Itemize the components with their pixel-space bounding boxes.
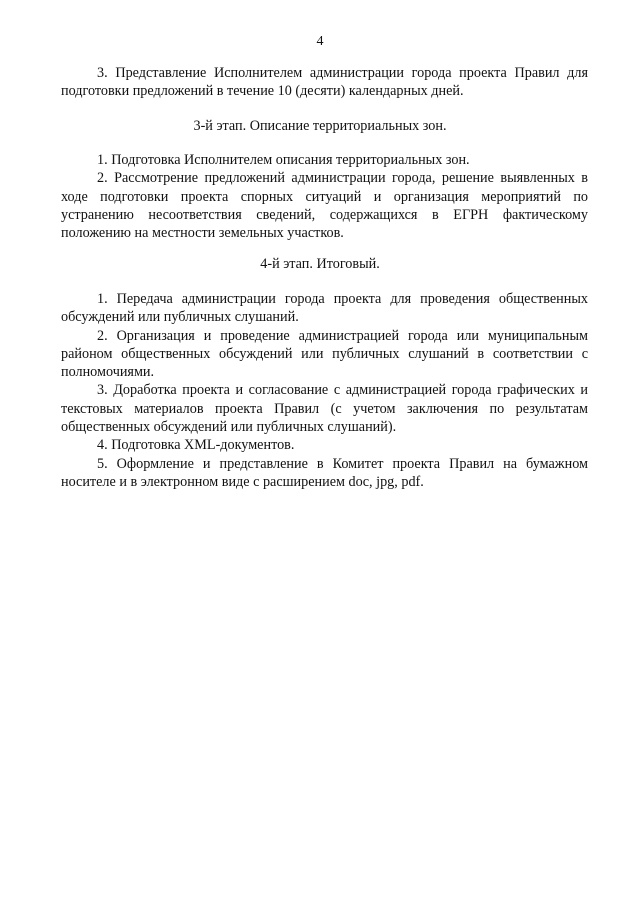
- item-number: 4.: [97, 437, 108, 454]
- list-item: [61, 64, 588, 101]
- item-text: Подготовка Исполнителем описания территориальных зон.: [111, 152, 470, 168]
- section-heading-stage4: 4-й этап. Итоговый.: [260, 256, 380, 272]
- item-number: 2.: [97, 170, 108, 187]
- stage4-list: [61, 290, 588, 491]
- list-item: [61, 455, 588, 492]
- list-item: [61, 290, 588, 327]
- item-number: 5.: [97, 455, 108, 472]
- list-item: [61, 151, 588, 169]
- item-text: Оформление и представление в Комитет проекта Правил на бумажном носителе и в электронном виде с расширением doc, jpg, pdf.: [61, 455, 588, 490]
- list-item: [61, 169, 588, 242]
- page-number: 4: [316, 34, 324, 49]
- item-text: Подготовка XML-документов.: [111, 437, 295, 454]
- item-number: 3.: [97, 382, 108, 399]
- item-text: Рассмотрение предложений администрации города, решение выявленных в ходе подготовки проекта спорных ситуаций и организация мероприятий по устранению несоответствия сведений, содержащихся в ЕГРН фактическому положению на местности земельных участков.: [61, 170, 588, 242]
- stage2-tail-list: [61, 64, 588, 101]
- section-heading-stage3: 3-й этап. Описание территориальных зон.: [193, 118, 447, 134]
- item-number: 1.: [97, 152, 108, 168]
- list-item: [61, 436, 588, 454]
- stage3-list: [61, 151, 588, 242]
- item-text: Организация и проведение администрацией города или муниципальным районом общественных обсуждений или публичных слушаний в соответствии с полномочиями.: [61, 327, 589, 381]
- item-number: 1.: [97, 291, 108, 307]
- list-item: [61, 327, 588, 382]
- item-number: 3.: [97, 65, 108, 81]
- item-text: Доработка проекта и согласование с администрацией города графических и текстовых материалов проекта Правил (с учетом заключения по результатам общественных обсуждений или публичных слушаний).: [61, 382, 588, 436]
- list-item: [61, 381, 588, 436]
- item-text: Передача администрации города проекта для проведения общественных обсуждений или публичных слушаний.: [61, 291, 588, 326]
- item-text: Представление Исполнителем администрации города проекта Правил для подготовки предложений в течение 10 (десяти) календарных дней.: [61, 65, 589, 100]
- item-number: 2.: [97, 327, 108, 344]
